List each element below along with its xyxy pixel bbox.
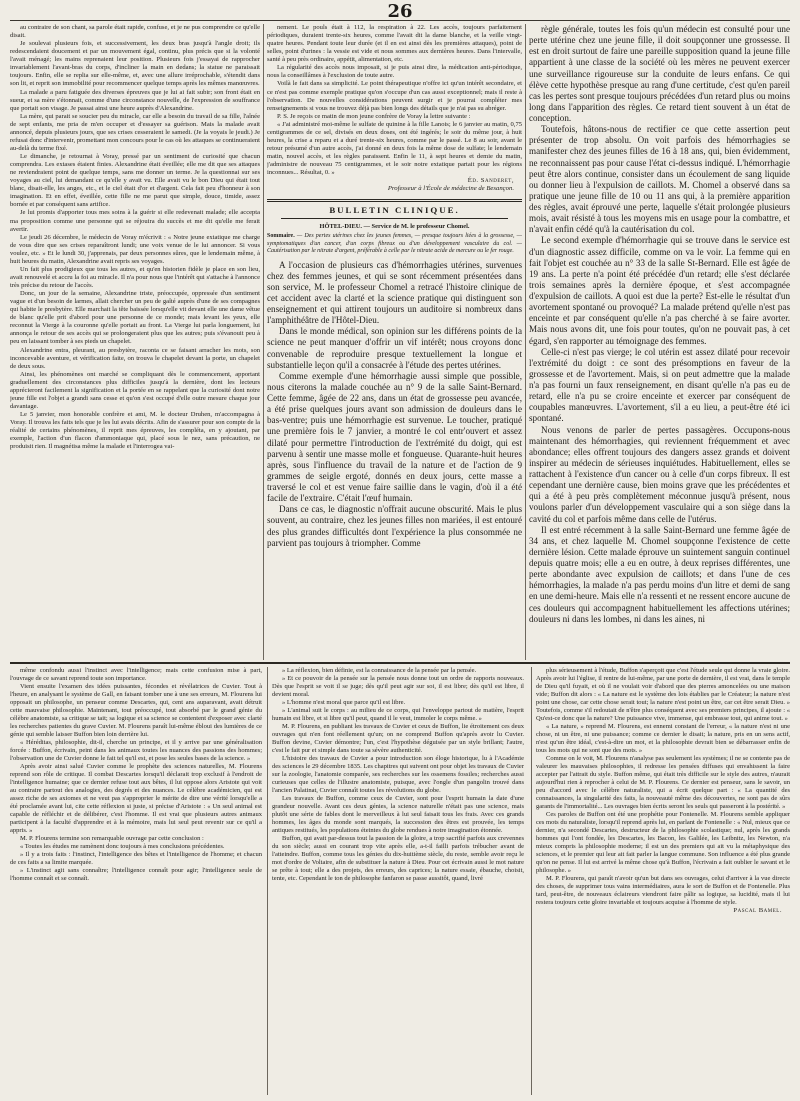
column-rule (267, 667, 268, 1095)
paragraph: Ainsi, les phénomènes ont marché se compliquant dès le commencement, apportant graduellement des circonstances plus difficiles jusqu'à la dernière, dont les lecteurs apprécieront facilement la signification et la portée en se rappelant que la curiosité dont notre jeune fille est l'objet a grandi sans cesse et qu'on s'est occupé d'elle outre mesure chaque jour davantage. (10, 370, 260, 410)
paragraph: Ces paroles de Buffon ont été une prophétie pour Fontenelle. M. Flourens semble appliquer ces mots du naturaliste, lorsqu'il reprend après lui, en parlant de Fontenelle : « Nul, mieux que ce dernier, n'a secondé Descartes, destructeur de la philosophie scolastique; nul, après les grands hommes qui l'ont fondée, les Descartes, les Bacon, les Galilée, les Leibnitz, les Newton, n'a mieux compris la philosophie moderne; il est un des premiers qui ait vu la métaphysique des sciences, et le premier qui leur ait fait parler la langue commune. Son influence a été plus grande qu'on ne pense. Il lui est arrivé la même chose qu'à Buffon, l'écrivain a fait oublier le savant et le philosophe. » (536, 811, 790, 875)
paragraph: au contraire de son chant, sa parole était rapide, confuse, et je ne pus comprendre ce qu'elle disait. (10, 24, 260, 40)
paragraph: M. P. Flourens, en publiant les travaux de Cuvier et ceux de Buffon, lie étroitement ces deux ouvrages qui n'en font réellement qu'un; on ne comprend Buffon qu'après avoir lu Cuvier. Buffon devine, Cuvier démontre; l'un, c'est l'hypothèse déguisée par un style brillant; l'autre, c'est le fait pur et simple dans toute sa sévère authenticité. (272, 723, 524, 755)
paragraph: Toutefois, hâtons-nous de rectifier ce que cette assertion peut présenter de trop absolu. On voit parfois des hémorrhagies se manifester chez des jeunes filles de 16 à 18 ans, qui, bien évidemment, ne reconnaissent pas pour cause l'état ci-dessus indiqué. L'hémorrhagie peut être alors continue, consister dans un écoulement de sang liquide ou donner lieu à l'expulsion de caillots. M. Chomel a observé dans sa pratique une jeune fille de 10 ou 11 ans qui, à la première apparition des règles, avait éprouvé une perte, laquelle s'était prolongée plusieurs mois, avait résisté à tous les moyens mis en usage pour la combattre, et n'avait enfin cédé qu'à la cautérisation du col. (529, 124, 790, 235)
paragraph: Le second exemple d'hémorrhagie qui se trouve dans le service est d'un diagnostic assez difficile, comme on va le voir. La femme qui en fait l'objet est couchée au n° 33 de la salle St-Bernard. Elle est âgée de 19 ans. La perte n'a point été précédée d'un retard; elle s'est déclarée trois semaines après la dernière époque, et s'est accompagnée d'expulsion de caillots. A quoi est due la perte? Est-elle le résultat d'un avortement spontané ou provoqué? La malade prétend qu'elle n'est pas enceinte et par conséquent qu'elle n'a pas cherché à se faire avorter. Mais nous avons dit, une fois pour toutes, qu'on ne pouvait pas, à cet égard, s'en rapporter au témoignage des femmes. (529, 235, 790, 346)
paragraph: Je soulevai plusieurs fois, et successivement, les deux bras jusqu'à l'angle droit; ils redescendaient doucement et par un mouvement égal, continu, plus précis que si la volonté l'avait ménagé; les mains reprenaient leur position. Plusieurs fois j'essayai de rapprocher invariablement l'avant-bras du corps, d'incliner la main en dedans; la statue ne paraissait toujours. Enfin, elle se replia sur elle-même, et, avec une allure irréprochable, s'étendit dans son lit, et reprit son immobilité pour recommencer quelque temps après les mêmes manœuvres. (10, 40, 260, 88)
paragraph: » L'instinct agit sans connaître; l'intelligence connaît pour agir; l'intelligence seule de l'homme connaît et se connaît. (10, 867, 262, 883)
feuilleton-signature (536, 907, 790, 915)
paragraph: P. S. Je reçois ce matin de mon jeune confrère de Voray la lettre suivante : (277, 112, 471, 120)
column-a (10, 24, 260, 660)
paragraph: » L'homme n'est moral que parce qu'il est libre. (282, 699, 406, 707)
upper-section (10, 24, 790, 660)
paragraph: plus sérieusement à l'étude, Buffon s'aperçoit que c'est l'étude seule qui donne la vraie gloire. Après avoir lui l'église, il rentre de lui-même, par une porte de dernière, il est vrai, dans le temple de Dieu qu'il fuyait, et où il ne voulait voir d'abord que des pierres amoncelées ou une maison vide; Buffon dit alors : « La nature est le système des lois établies par le Créateur; la nature n'est point une chose, car cette chose serait tout; la nature n'est point un être, car cet être serait Dieu. » Toutefois, comme s'il redoutait de n'être plus conséquent avec ses premiers principes, il ajoute : « Qu'est-ce donc que la nature? Une puissance vive, immense, qui embrasse tout, qui anime tout. » (536, 667, 790, 723)
author-name: Pascal Bamel. (733, 907, 782, 915)
paragraph: Le jeudi 26 décembre, le médecin de Voray m'écrivit : « Notre jeune extatique me charge de vous dire que ses crises reparaîtront lundi; une voix venue de le lui annoncer. Si vous voulez, etc. » Et le lundi 30, j'apprenais, par deux personnes sûres, que le lendemain même, à huit heures du matin, Alexandrine avait repris ses voyages. (10, 233, 260, 265)
paragraph: Alexandrine entra, pleurant, au presbytère, raconta ce se faisant arracher les mots, son inconcevable aventure, et vérification faite, on trouva le chapelet devant la porte, un chapelet de deux sous. (10, 346, 260, 370)
paragraph: M. P. Flourens termine son remarquable ouvrage par cette conclusion : (20, 835, 204, 843)
letter-continuation (267, 24, 522, 177)
article-body (267, 260, 522, 549)
paragraph: Le 5 janvier, mon honorable confrère et ami, M. le docteur Druhen, m'accompagna à Voray. Il trouva les faits tels que je les lui avais décrits. Afin de s'assurer pour son compte de la réalité de certains phénomènes, il reprit mes épreuves, les compléta, en y ajoutant, par exemple, l'action d'un flacon d'ammoniaque qui, placé sous le nez, sans précaution, ne produisit rien. Il magnétisa même la malade et l'interrogea vai- (10, 411, 260, 451)
paragraph: « Toutes les études me ramènent donc toujours à mes conclusions précédentes. (20, 843, 225, 851)
signature-title: Professeur à l'École de médecine de Besançon. (387, 185, 514, 193)
column-rule (263, 24, 264, 660)
paragraph: » L'animal suit le corps : au milieu de ce corps, qui l'enveloppe partout de matière, l'esprit humain est libre, et si libre qu'il peut, quand il le veut, immoler le corps même. » (272, 707, 524, 723)
paragraph: Celle-ci n'est pas vierge; le col utérin est assez dilaté pour recevoir l'extrémité du doigt : ce sont des présomptions en faveur de la grossesse et de l'avortement. Mais, si on peut admettre que la malade n'a pas fourni un faux renseignement, en disant qu'elle n'a pas eu de retard, elle n'a pu se croire enceinte et exercer par conséquent de coupables manœuvres. L'avortement, s'il a eu lieu, a peut-être été ici spontané. (529, 346, 790, 424)
summary-label: Sommaire. (267, 233, 295, 240)
paragraph: La régularité des accès nous imposait, si je puis ainsi dire, la médication anti-périodique, nous la conseillâmes à l'exclusion de toute autre. (267, 64, 522, 80)
paragraph: Il est entré récemment à la salle Saint-Bernard une femme âgée de 34 ans, et chez laquelle M. Chomel soupçonne l'existence de cette dernière lésion. Cette malade éprouve un suintement sanguin continuel depuis quatre mois; elle a eu en outre, à deux reprises différentes, une perte abondante avec expulsion de caillots; et dans l'une de ces hémorrhagies, la malade n'a pas perdu moins d'un litre et demi de sang en une demi-heure. Mais elle n'a ressenti et ne ressent encore aucune de ces douleurs qui accompagnent habituellement les affections utérines; douleurs ni dans les lombes, ni dans les aines, ni (529, 524, 790, 624)
feuilleton-rule (10, 662, 790, 664)
header-rule (10, 20, 790, 21)
paragraph: « Héréditas, philosophie, dit-il, cherche un principe, et il y arrive par une généralisation forcée : Buffon, écrivain, peint dans les animaux toutes les nuances des passions des hommes; l'observation une de Cuvier donne le fait tel qu'il est, et pose les seules bases de la science. » (10, 739, 262, 763)
paragraph: Buffon, qui avait par-dessus tout la passion de la gloire, a trop sacrifié parfois aux crevennes du son siècle; aussi en courant trop vite après elle, a-t-il failli parfois trébucher avant de l'atteindre. Buffon, comme tous les génies du dix-huitième siècle, du reste, semble avoir reçu le mot d'ordre de Voltaire, afin de substituer la nature à Dieu. Pour cet écrivain aussi le mot nature se prête à tout; elle a des projets, des erreurs, des caprices; la nature essaie, ébauche, choisit, tente, etc. Cependant le ton de philosophe fanfaron se passe aussitôt, quand, livré (272, 835, 524, 883)
paragraph: Voilà le fait dans sa simplicité. Le point thérapeutique n'offre ici qu'un intérêt secondaire, et ce n'est pas comme exemple pratique qu'on s'occupe d'un cas aussi exceptionnel; mais il reste à l'observation. De nouvelles considérations peuvent surgir et je pourrai compléter mes renseignements si vous ne trouvez déjà pas bien longs des détails que je n'ai pas su abréger. (267, 80, 522, 112)
paragraph: L'histoire des travaux de Cuvier a pour introduction son éloge historique, lu à l'Académie des sciences le 29 décembre 1835. Les chapitres qui suivent ont pour objet les travaux de Cuvier sur la zoologie, l'anatomie comparée, ses recherches sur les ossemens fossiles; recherches aussi curieuses que celles de l'illustre anatomiste, puisque, avec l'ongle d'un pangolin trouvé dans l'ancien Palatinat, Cuvier connaît toutes les révolutions du globe. (272, 755, 524, 795)
paragraph: » La réflexion, bien définie, est la connaissance de la pensée par la pensée. (282, 667, 477, 674)
paragraph: La malade a paru fatiguée des diverses épreuves que je lui ai fait subir; son front était en sueur, et sa mère s'étonnait, comme d'une circonstance nouvelle, de l'expression de souffrance que portait son visage. Je passai ainsi une heure auprès d'Alexandrine. (10, 88, 260, 112)
section-subtitle: HÔTEL-DIEU. — Service de M. le professeur Chomel. (319, 223, 470, 231)
page-number: 26 (387, 1, 413, 22)
column-rule (525, 24, 526, 660)
paragraph: Vient ensuite l'examen des idées puissantes, fécondes et révélatrices de Cuvier. Tout à l'heure, en analysant le système de Gall, en faisant tomber une à une ses erreurs, M. Flourens lui opposait un philosophe, un penseur comme Descartes, qui, cent ans auparavant, avait détruit cette mauvaise philosophie. Maintenant, tout préoccupé, tout absorbé par le grand génie du célèbre anatomiste, sa critique se tait; sa logique et sa science se contentent d'exposer avec clarté les recherches patientes du grave Cuvier. M. Flourens paraît lui-même ébloui des lumières de ce génie qui semble laisser Buffon bien loin derrière lui. (10, 683, 262, 739)
column-rule (531, 667, 532, 1095)
section-title: BULLETIN CLINIQUE. (329, 205, 460, 216)
paragraph: Je lui promis d'apporter tous mes soins à la guérir si elle redevenait malade; elle accepta ma proposition comme une personne qui se réjouira du succès et me dit qu'elle me ferait avertir. (10, 209, 260, 233)
summary (267, 233, 522, 255)
feuilleton-column-2 (272, 667, 524, 1098)
title-rule (281, 218, 508, 219)
section-divider (267, 199, 522, 202)
paragraph: M. P. Flourens, qui paraît n'avoir qu'un but dans ses ouvrages, celui d'arriver à la vue directe des choses, de supprimer tous vains intermédiaires, aura le sort de Buffon et de Fontenelle. Plus tard, peut-être, de nouveaux éclaireurs viendront faire pâlir sa logique, sa lucidité, mais il lui restera toujours cette gloire invariable et toujours acquise à l'homme de style. (536, 875, 790, 907)
paragraph: Dans ce cas, le diagnostic n'offrait aucune obscurité. Mais le plus souvent, au contraire, chez les jeunes filles non mariées, il est entouré des plus grandes difficultés dont l'expérience la plus consommée ne parvient pas toujours à triompher. Comme (267, 504, 522, 548)
signature-block (267, 177, 522, 193)
paragraph: Comme on le voit, M. Flourens n'analyse pas seulement les systèmes; il ne se contente pas de valeurer les mauvaises philosophies, il redresse les pensées diffuses qui envahissent la faire accepter par l'attrait du style. Buffon même, qui était très difficile sur le style des autres, n'aurait aujourd'hui rien à reprocher à celui de M. P. Flourens. Ce dernier est penseur, sans le savoir, un peu d'accord avec le célèbre naturaliste, qui a écrit quelque part : « La quantité des connaissances, la singularité des faits, la nouveauté même des découvertes, ne sont pas de sûrs garants de l'immortalité... Les ouvrages bien écrits seront les seuls qui passeront à la postérité. » (536, 755, 790, 811)
paragraph: Nous venons de parler de pertes passagères. Occupons-nous maintenant des hémorrhagies, qui reviennent fréquemment et avec abondance; elles offrent toujours des dangers assez grands et doivent inspirer au médecin de sérieuses inquiétudes. Habituellement, elles se rattachent à l'existence d'un cancer ou à celle d'un corps fibreux. Il est cependant une dernière cause, bien moins grave que les précédentes et qui a été à peu près complètement méconnue jusqu'à présent, nous voulons parler d'un développement vasculaire qui a son siège dans la cavité du col et parfois même dans celle de l'utérus. (529, 424, 790, 524)
paragraph: règle générale, toutes les fois qu'un médecin est consulté pour une perte utérine chez une jeune fille, il doit soupçonner une grossesse. Il est en droit surtout de faire une pareille supposition quand la jeune fille appartient à une classe de la société où les mères ne peuvent exercer une surveillance rigoureuse sur la conduite de leurs enfans. Ce qui élève cette hypothèse presque au rang d'une certitude, c'est qu'en pareil cas les pertes sont presque toujours précédées d'un retard plus ou moins long dans l'apparition des règles. Ce retard tient souvent à un état de conception. (529, 24, 790, 123)
paragraph: » Il y a trois faits : l'instinct, l'intelligence des bêtes et l'intelligence de l'homme; et chacun de ces faits a sa limite marquée. (10, 851, 262, 867)
paragraph: « La nature, » reprend M. Flourens, est ennemi constant de l'erreur, « la nature n'est ni une chose, ni un être, ni une puissance; comme ce dernier le disait; la nature, pris en un sens actif, n'est qu'un être idéal, c'est-à-dire un mot, et la philosophie devrait bien se débarrasser enfin de tous les mots qui ne sont que des mots. » (536, 723, 790, 755)
feuilleton-section (10, 667, 790, 1098)
paragraph: A l'occasion de plusieurs cas d'hémorrhagies utérines, survenues chez des femmes jeunes, et qui se sont récemment présentées dans son service, M. le professeur Chomel a retracé l'histoire clinique de cet accident avec la clarté et la science pratique qui distinguent son enseignement et qui attirent toujours un auditoire si nombreux dans l'amphithéâtre de l'Hôtel-Dieu. (267, 259, 522, 326)
summary-text: — Des pertes utérines chez les jeunes femmes, — presque toujours liées à la grossesse, — symptomatiques d'un cancer, d'un corps fibreux ou d'un développement vasculaire du col. — Cautérisation par le nitrate d'argent, préférable à celle par le nitrate acide de mercure ou le fer rouge. (267, 233, 522, 255)
paragraph: Les travaux de Buffon, comme ceux de Cuvier, sont pour l'esprit humain la date d'une grandeur nouvelle. Avant ces deux génies, la science naturelle n'était pas une science, mais plutôt une série de fables dont le merveilleux à lui seul faisait tous les frais. Avec ces grands hommes, les âges du monde sont marqués, la succession des êtres est prouvée, les temps antiques restitués, les populations éteintes du globe rendues à notre imagination étonnée. (272, 795, 524, 835)
feuilleton-column-3 (536, 667, 790, 1098)
paragraph: même confondu aussi l'instinct avec l'intelligence; mais cette confusion mise à part, l'ouvrage de ce savant reprend toute son importance. (10, 667, 262, 683)
paragraph: Comme exemple d'une hémorrhagie aussi simple que possible, nous citerons la malade couchée au n° 9 de la salle Saint-Bernard. Cette femme, âgée de 22 ans, dans un état de grossesse peu avancée, a été prise quelques jours avant son admission de douleurs dans le bas-ventre; puis une hémorrhagie est survenue. Le toucher, pratiqué une première fois le 7 janvier, a montré le col entr'ouvert et assez dilaté pour permettre l'introduction de l'extrémité du doigt, qui est parvenu à sentir une masse molle et fongueuse. Quarante-huit heures après, sous l'influence du travail de la nature et de l'action de 9 grammes de seigle ergoté, donnés en deux jours, cette masse a traversé le col et est venue faire saillie dans le vagin, d'où il a été facile de l'extraire. C'était l'œuf humain. (267, 370, 522, 504)
signature-name: Éd. Sanderet, (467, 177, 514, 185)
paragraph: Le dimanche, je retournai à Voray, pressé par un sentiment de curiosité que chacun comprendra. Les extases étaient finies. Alexandrine était éveillée; elle me dit que ses attaques ne reviendraient point de quelque temps, sans me donner un terme. Je la questionnai sur ses voyages au ciel, lui demandant ce qu'elle y avait vu. Elle avait vu le bon Dieu qui était tout blanc, disait-elle, les anges, etc., et le ciel était d'or et d'argent. Cela fait peu d'honneur à son imagination. Et en effet, éveillée, cette fille ne me parut que simple, douce, timide, assez bornée et par conséquent sans artifice. (10, 153, 260, 209)
paragraph: La mère, qui parait se soucier peu du miracle, car elle a besoin du travail de sa fille, l'aînée de sept enfants, me pria de m'en occuper et d'essayer sa guérison. Mais la malade avait annoncé, depuis plusieurs jours, que ses crises cesseraient le samedi. (Je la voyais le jeudi.) Je refusai donc d'intervenir, promettant mon concours pour le cas où les attaques se continueraient au-delà du terme fixé. (10, 112, 260, 152)
paragraph: Donc, un jour de la semaine, Alexandrine triste, préoccupée, oppressée d'un sentiment vague et d'un besoin de larmes, allait chercher un peu de gaîté auprès d'une de ses compagnes qui habite le presbytère. Elle marchait la tête baissée lorsqu'elle vit devant elle une dame vêtue de blanc qu'elle prit d'abord pour une personne de ce monde; mais levant les yeux, elle reconnut la Vierge à la couronne qu'elle portait au front. La Vierge lui parla longuement, lui annonça le retour de ses accès qui se prolongeraient plus que les autres; puis s'évanouit peu à peu en laissant tomber à ses pieds un chapelet. (10, 290, 260, 346)
paragraph: « J'ai administré moi-même le sulfate de quinine à la fille Lanois; le 6 janvier au matin, 0,75 centigrammes de ce sel, divisés en deux doses, ont été ingérés; le soir du même jour, à huit heures, la crise a reparu et a duré trente-six heures, comme par le passé. Le 8 au soir, avant le retour présumé d'un autre accès, j'ai donné en deux fois la même dose de sulfate; le lendemain matin, nouvel accès, et les règles paraissent. Enfin le 11, à sept heures et demie du matin, j'administre de nouveau 75 centigrammes, et le soir notre extatique partait pour les régions inconnues... Résultat, 0. » (267, 120, 522, 177)
paragraph: » Et ce pouvoir de la pensée sur la pensée nous donne tout un ordre de rapports nouveaux. Dès que l'esprit se voit il se juge; dès qu'il peut agir sur soi, il est libre; dès qu'il est libre, il devient moral. (272, 675, 524, 699)
paragraph: Dans le monde médical, son opinion sur les différens points de la science ne peut manquer d'offrir un vif intérêt; nous croyons donc convenable de reproduire presque textuellement la longue et substantielle leçon qu'il a consacrée à l'étude des pertes utérines. (267, 326, 522, 370)
paragraph: Un fait plus prodigieux que tous les autres, et qu'en historien fidèle je place en son lieu, avait renouvelé et accru la foi au miracle. Il n'a pour nous que l'intérêt qui s'attache à l'annonce très précise du retour de l'accès. (10, 265, 260, 289)
feuilleton-column-1 (10, 667, 262, 1098)
paragraph: Après avoir ainsi salué Cuvier comme le prophète des sciences naturelles, M. Flourens reprend son rôle de critique. Il combat Descartes lorsqu'il déclarait trop exclusif à l'endroit de l'intelligence humaine; que ce dernier refuse tout aux bêtes, il lui oppose alors Aristote qui voit au contraire partout des analogies, des degrés et des nuances. Le célèbre académicien, qui est assez riche de ses axiomes et ne veut pas s'approprier le mérite de dire une vérité lorsqu'elle a été proclamée avant lui, cite cette réflexion si juste, si précise d'Aristote : « Un seul animal est capable de réfléchir et de délibérer, c'est l'homme. Il est vrai que plusieurs autres animaux participent à la faculté d'apprendre et à la mémoire, mais lui seul peut revenir sur ce qu'il a appris. » (10, 763, 262, 835)
column-b (267, 24, 522, 660)
column-c (529, 24, 790, 660)
paragraph: nement. Le pouls était à 112, la respiration à 22. Les accès, toujours parfaitement périodiques, duraient trente-six heures, comme l'avait dit la dame blanche, et la veille vingt-quatre heures. Pendant toute leur durée (et il en est ainsi dès les premières attaques), point de selles, point d'urines : la vessie est vide et nous sommes aux dernières heures. Dans l'intervalle, santé à peu près ordinaire, appétit, alimentation, etc. (267, 24, 522, 64)
